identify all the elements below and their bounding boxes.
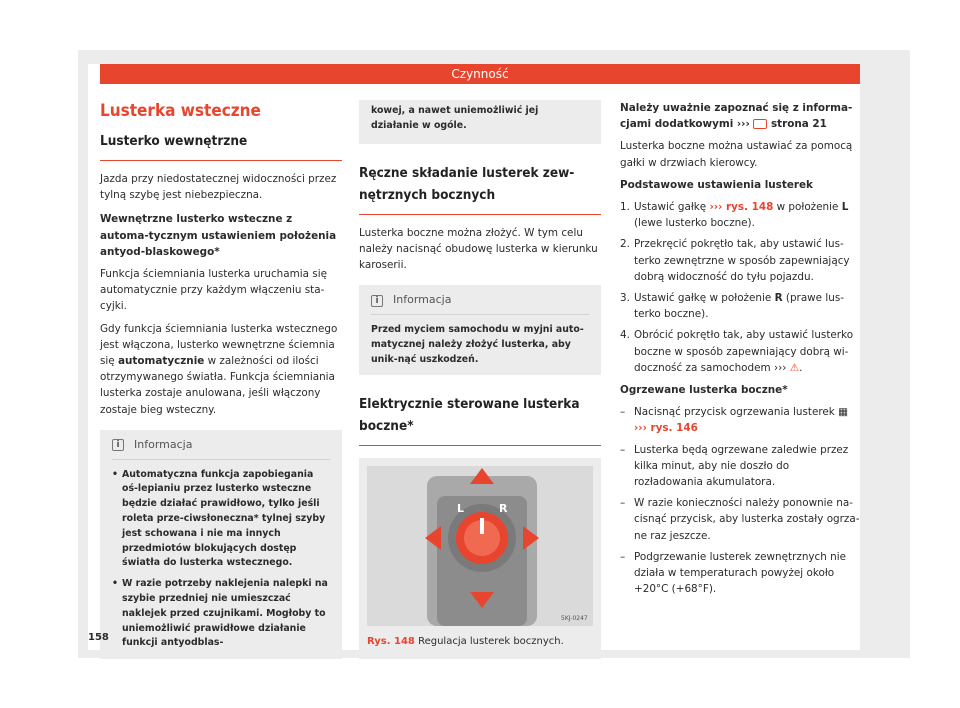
- info-header: i Informacja: [112, 438, 330, 460]
- label-l: L: [457, 502, 465, 516]
- paragraph: Funkcja ściemniania lusterka uruchamia się automatycznie przy każdym włączeniu sta-cyjki.: [100, 268, 327, 313]
- column-3: [620, 100, 860, 602]
- heading: Ogrzewane lusterka boczne*: [620, 384, 788, 397]
- figure-code: 5KJ-0247: [561, 615, 588, 623]
- info-header: i Informacja: [371, 293, 589, 315]
- subsection-title: Elektrycznie sterowane lusterka boczne*: [359, 393, 601, 446]
- figure: [359, 458, 601, 658]
- list-item: 3. Ustawić gałkę w położenie R (prawe lus-terko boczne).: [620, 292, 845, 321]
- column-2: [359, 100, 601, 659]
- info-box: [359, 285, 601, 375]
- heated-mirror-icon: ▦: [838, 406, 848, 419]
- column-1: [100, 100, 342, 659]
- warning-icon: ⚠: [789, 361, 800, 374]
- page-number: 158: [88, 632, 109, 643]
- figure-caption: Rys. 148 Regulacja lusterek bocznych.: [367, 636, 564, 648]
- list-item: – W razie konieczności należy ponownie na-cisnąć przycisk, aby lusterka zostały ogrza-ne raz jeszcze.: [620, 497, 860, 542]
- label-r: R: [499, 502, 508, 516]
- subsection-title: Ręczne składanie lusterek zew-nętrznych bocznych: [359, 162, 601, 215]
- list-item: – Podgrzewanie lusterek zewnętrznych nie działa w temperaturach powyżej około +20°C (+68°F).: [620, 550, 847, 596]
- paragraph: Lusterka boczne można złożyć. W tym celu należy nacisnąć obudowę lusterka w kierunku karoserii.: [359, 226, 598, 271]
- list-item: – Nacisnąć przycisk ogrzewania lusterek ▦ ››› rys. 146: [620, 406, 848, 435]
- list-item: • W razie potrzeby naklejenia nalepki na szybie przedniej nie umieszczać naklejek przed czujnikami. Mogłoby to uniemożliwić prawidłowe działanie funkcji antyodblas-: [112, 578, 328, 649]
- subsection-title: Lusterko wewnętrzne: [100, 130, 342, 161]
- book-icon: [753, 119, 767, 129]
- info-text: Przed myciem samochodu w myjni auto-matycznej należy złożyć lusterka, aby unik-nąć uszkodzeń.: [371, 324, 584, 365]
- info-icon: i: [371, 295, 383, 307]
- heading: Podstawowe ustawienia lusterek: [620, 178, 813, 191]
- paragraph: Jazda przy niedostatecznej widoczności przez tylną szybę jest niebezpieczna.: [100, 173, 337, 202]
- mirror-control-illustration: [367, 466, 593, 626]
- paragraph: Lusterka boczne można ustawiać za pomocą gałki w drzwiach kierowcy.: [620, 140, 853, 169]
- list-item: – Lusterka będą ogrzewane zaledwie przez kilka minut, aby nie doszło do rozładowania akumulatora.: [620, 443, 849, 489]
- paragraph: Gdy funkcja ściemniania lusterka wstecznego jest włączona, lusterko wewnętrzne ściemnia się automatycznie w zależności od ilości otrzymywanego światła. Funkcja ściemniania lusterka zostaje anulowana, jeśli włączony zostaje bieg wsteczny.: [100, 322, 338, 416]
- info-box: [100, 430, 342, 659]
- list-item: 4. Obrócić pokrętło tak, aby ustawić lusterko boczne w sposób zapewniający dobrą wi-doczność za samochodem ››› ⚠.: [620, 329, 854, 374]
- section-header: Czynność: [100, 64, 860, 84]
- section-title: Lusterka wsteczne: [100, 101, 261, 121]
- intro: Należy uważnie zapoznać się z informa-cjami dodatkowymi ››› strona 21: [620, 102, 853, 131]
- list-item: 2. Przekręcić pokrętło tak, aby ustawić lus-terko zewnętrzne w sposób zapewniający dobrą widoczność do tyłu pojazdu.: [620, 238, 850, 283]
- info-box-continued: kowej, a nawet uniemożliwić jej działanie w ogóle.: [359, 100, 601, 144]
- list-item: 1. Ustawić gałkę ››› rys. 148 w położenie L (lewe lusterko boczne).: [620, 201, 849, 230]
- info-icon: i: [112, 439, 124, 451]
- heading: Wewnętrzne lusterko wsteczne z automa-tycznym ustawieniem położenia antyod-blaskowego*: [100, 213, 337, 258]
- list-item: • Automatyczna funkcja zapobiegania oś-lepianiu przez lusterko wsteczne będzie działać prawidłowo, tylko jeśli roleta prze-ciwsłoneczna* tylnej szyby jest schowana i nie ma innych przedmiotów blokujących dostęp światła do lusterka wstecznego.: [112, 468, 326, 569]
